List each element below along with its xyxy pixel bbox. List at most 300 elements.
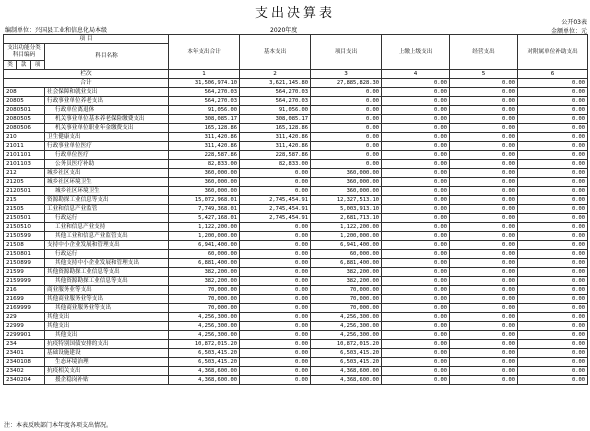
table-row	[4, 142, 588, 151]
row-upper: 0.00	[382, 187, 450, 196]
total-business: 0.00	[450, 79, 518, 88]
row-business: 0.00	[450, 160, 518, 169]
row-business: 0.00	[450, 115, 518, 124]
row-subsidy: 0.00	[518, 205, 588, 214]
row-subject-name: 社会保障和就业支出	[45, 88, 169, 97]
row-subsidy: 0.00	[518, 232, 588, 241]
row-subject-name: 机关事业单位职业年金缴费支出	[45, 124, 169, 133]
row-project: 12,327,513.10	[311, 196, 382, 205]
row-total: 382,200.00	[169, 277, 240, 286]
row-project: 6,941,400.00	[311, 241, 382, 250]
row-subject-name: 援企稳岗补贴	[45, 376, 169, 385]
row-basic: 0.00	[240, 268, 311, 277]
row-total: 360,000.00	[169, 178, 240, 187]
row-project: 4,256,300.00	[311, 322, 382, 331]
table-row	[4, 349, 588, 358]
row-total: 4,256,300.00	[169, 313, 240, 322]
row-code: 2080501	[4, 106, 45, 115]
table-row	[4, 124, 588, 133]
total-label: 合计	[4, 79, 169, 88]
table-row	[4, 340, 588, 349]
row-total: 1,122,200.00	[169, 223, 240, 232]
row-upper: 0.00	[382, 205, 450, 214]
row-basic: 0.00	[240, 376, 311, 385]
table-row	[4, 367, 588, 376]
row-basic: 91,056.00	[240, 106, 311, 115]
row-subsidy: 0.00	[518, 322, 588, 331]
row-project: 360,000.00	[311, 169, 382, 178]
row-code: 208	[4, 88, 45, 97]
row-code: 21505	[4, 205, 45, 214]
row-subsidy: 0.00	[518, 151, 588, 160]
header-business: 经营支出	[450, 35, 518, 70]
row-subject-name: 城乡社区支出	[45, 169, 169, 178]
row-total: 15,072,968.01	[169, 196, 240, 205]
row-code: 2120501	[4, 187, 45, 196]
row-basic: 0.00	[240, 304, 311, 313]
row-business: 0.00	[450, 331, 518, 340]
row-project: 360,000.00	[311, 178, 382, 187]
row-basic: 0.00	[240, 277, 311, 286]
row-subject-name: 行政运行	[45, 214, 169, 223]
preparing-unit: 编制单位：兴国县工业和信息化局本级	[5, 27, 108, 34]
table-row	[4, 115, 588, 124]
table-row	[4, 376, 588, 385]
row-total: 6,503,415.20	[169, 349, 240, 358]
row-upper: 0.00	[382, 232, 450, 241]
row-total: 308,085.17	[169, 115, 240, 124]
row-total: 7,749,368.01	[169, 205, 240, 214]
row-subject-name: 其他商业服务业等支出	[45, 304, 169, 313]
row-project: 0.00	[311, 106, 382, 115]
row-subject-name: 基础设施建设	[45, 349, 169, 358]
row-project: 10,872,015.20	[311, 340, 382, 349]
row-total: 165,128.86	[169, 124, 240, 133]
row-business: 0.00	[450, 259, 518, 268]
row-code: 2150899	[4, 259, 45, 268]
header-total: 本年支出合计	[169, 35, 240, 70]
row-code: 2150801	[4, 250, 45, 259]
row-subject-name: 其他支出	[45, 331, 169, 340]
row-code: 215	[4, 196, 45, 205]
row-upper: 0.00	[382, 313, 450, 322]
header-lei: 类	[4, 61, 17, 70]
row-business: 0.00	[450, 241, 518, 250]
row-business: 0.00	[450, 205, 518, 214]
row-project: 4,256,300.00	[311, 313, 382, 322]
row-project: 382,200.00	[311, 268, 382, 277]
row-upper: 0.00	[382, 268, 450, 277]
row-total: 6,503,415.20	[169, 358, 240, 367]
row-upper: 0.00	[382, 97, 450, 106]
row-upper: 0.00	[382, 169, 450, 178]
row-basic: 0.00	[240, 250, 311, 259]
row-subject-name: 其他支出	[45, 322, 169, 331]
row-total: 60,000.00	[169, 250, 240, 259]
row-subject-name: 抗疫相关支出	[45, 367, 169, 376]
row-upper: 0.00	[382, 250, 450, 259]
row-upper: 0.00	[382, 331, 450, 340]
row-upper: 0.00	[382, 88, 450, 97]
row-business: 0.00	[450, 97, 518, 106]
row-total: 4,256,300.00	[169, 322, 240, 331]
row-basic: 311,420.86	[240, 133, 311, 142]
header-row-columns	[4, 70, 588, 79]
row-total: 70,000.00	[169, 295, 240, 304]
row-code: 2150501	[4, 214, 45, 223]
row-project: 0.00	[311, 97, 382, 106]
row-basic: 0.00	[240, 286, 311, 295]
row-subsidy: 0.00	[518, 349, 588, 358]
row-total: 360,000.00	[169, 187, 240, 196]
row-total: 382,200.00	[169, 268, 240, 277]
table-row	[4, 106, 588, 115]
header-project: 项 目	[4, 35, 169, 44]
row-project: 0.00	[311, 124, 382, 133]
row-basic: 0.00	[240, 169, 311, 178]
row-code: 2150510	[4, 223, 45, 232]
row-subsidy: 0.00	[518, 142, 588, 151]
row-code: 21508	[4, 241, 45, 250]
table-row	[4, 277, 588, 286]
row-code: 21011	[4, 142, 45, 151]
row-upper: 0.00	[382, 340, 450, 349]
row-subsidy: 0.00	[518, 169, 588, 178]
row-business: 0.00	[450, 142, 518, 151]
row-subject-name: 行政单位医疗	[45, 151, 169, 160]
row-code: 2340204	[4, 376, 45, 385]
table-row	[4, 196, 588, 205]
row-code: 2169999	[4, 304, 45, 313]
row-business: 0.00	[450, 304, 518, 313]
row-subject-name: 其他支出	[45, 313, 169, 322]
row-subject-name: 其他资源勘探工业信息等支出	[45, 277, 169, 286]
row-code: 2299901	[4, 331, 45, 340]
row-subsidy: 0.00	[518, 241, 588, 250]
row-project: 6,503,415.20	[311, 358, 382, 367]
row-business: 0.00	[450, 286, 518, 295]
row-subsidy: 0.00	[518, 196, 588, 205]
row-code: 2340108	[4, 358, 45, 367]
table-row	[4, 268, 588, 277]
row-business: 0.00	[450, 367, 518, 376]
row-project: 1,122,200.00	[311, 223, 382, 232]
row-project: 4,256,300.00	[311, 331, 382, 340]
row-business: 0.00	[450, 358, 518, 367]
row-basic: 311,420.86	[240, 142, 311, 151]
row-basic: 308,085.17	[240, 115, 311, 124]
row-subject-name: 抗疫特别国债安排的支出	[45, 340, 169, 349]
row-subsidy: 0.00	[518, 295, 588, 304]
row-project: 70,000.00	[311, 295, 382, 304]
report-year: 2020年度	[270, 27, 298, 34]
row-project: 0.00	[311, 142, 382, 151]
row-subsidy: 0.00	[518, 331, 588, 340]
row-subsidy: 0.00	[518, 178, 588, 187]
header-func-code: 支出功能分类科目编码	[4, 44, 45, 61]
row-upper: 0.00	[382, 241, 450, 250]
row-upper: 0.00	[382, 367, 450, 376]
row-upper: 0.00	[382, 223, 450, 232]
row-subsidy: 0.00	[518, 367, 588, 376]
header-upper: 上缴上级支出	[382, 35, 450, 70]
table-row	[4, 214, 588, 223]
row-code: 23402	[4, 367, 45, 376]
row-business: 0.00	[450, 250, 518, 259]
row-total: 311,420.86	[169, 142, 240, 151]
row-subject-name: 行政单位离退休	[45, 106, 169, 115]
row-basic: 2,745,454.91	[240, 214, 311, 223]
row-subject-name: 公务员医疗补助	[45, 160, 169, 169]
row-code: 216	[4, 286, 45, 295]
header-project-exp: 项目支出	[311, 35, 382, 70]
row-business: 0.00	[450, 106, 518, 115]
row-total: 6,881,400.00	[169, 259, 240, 268]
row-code: 212	[4, 169, 45, 178]
row-project: 360,000.00	[311, 187, 382, 196]
table-row	[4, 304, 588, 313]
row-upper: 0.00	[382, 106, 450, 115]
row-subsidy: 0.00	[518, 286, 588, 295]
col-index-1: 1	[169, 70, 240, 79]
row-code: 229	[4, 313, 45, 322]
row-upper: 0.00	[382, 124, 450, 133]
row-business: 0.00	[450, 133, 518, 142]
row-business: 0.00	[450, 322, 518, 331]
money-unit: 金额单位：元	[550, 28, 587, 35]
row-business: 0.00	[450, 124, 518, 133]
row-basic: 0.00	[240, 331, 311, 340]
row-total: 4,368,600.00	[169, 367, 240, 376]
row-business: 0.00	[450, 214, 518, 223]
row-subject-name: 其他商业服务业等支出	[45, 295, 169, 304]
row-subsidy: 0.00	[518, 160, 588, 169]
row-subject-name: 卫生健康支出	[45, 133, 169, 142]
row-project: 0.00	[311, 160, 382, 169]
table-row	[4, 322, 588, 331]
row-subject-name: 其他资源勘探工业信息等支出	[45, 268, 169, 277]
row-code: 2080506	[4, 124, 45, 133]
row-basic: 0.00	[240, 322, 311, 331]
row-code: 234	[4, 340, 45, 349]
row-project: 0.00	[311, 133, 382, 142]
row-basic: 2,745,454.91	[240, 196, 311, 205]
table-row	[4, 169, 588, 178]
row-subject-name: 生态环境治理	[45, 358, 169, 367]
footnote: 注：本表反映部门本年度各项支出情况。	[4, 422, 113, 429]
row-subsidy: 0.00	[518, 133, 588, 142]
row-subject-name: 其他工业和信息产业监管支出	[45, 232, 169, 241]
form-number: 公开03表	[561, 19, 587, 26]
row-subject-name: 工业和信息产业支持	[45, 223, 169, 232]
row-project: 2,681,713.10	[311, 214, 382, 223]
row-code: 21699	[4, 295, 45, 304]
row-upper: 0.00	[382, 349, 450, 358]
row-basic: 0.00	[240, 358, 311, 367]
row-business: 0.00	[450, 268, 518, 277]
row-total: 91,056.00	[169, 106, 240, 115]
row-business: 0.00	[450, 232, 518, 241]
row-business: 0.00	[450, 88, 518, 97]
row-code: 23401	[4, 349, 45, 358]
row-code: 21599	[4, 268, 45, 277]
row-upper: 0.00	[382, 151, 450, 160]
row-total: 564,270.03	[169, 88, 240, 97]
row-project: 6,881,400.00	[311, 259, 382, 268]
header-lanci: 栏次	[4, 70, 169, 79]
row-upper: 0.00	[382, 322, 450, 331]
table-row	[4, 223, 588, 232]
row-upper: 0.00	[382, 196, 450, 205]
row-total: 228,587.86	[169, 151, 240, 160]
row-business: 0.00	[450, 313, 518, 322]
col-index-4: 4	[382, 70, 450, 79]
row-business: 0.00	[450, 187, 518, 196]
table-row	[4, 205, 588, 214]
col-index-3: 3	[311, 70, 382, 79]
row-basic: 82,833.00	[240, 160, 311, 169]
row-basic: 228,587.86	[240, 151, 311, 160]
row-upper: 0.00	[382, 376, 450, 385]
row-business: 0.00	[450, 151, 518, 160]
row-subsidy: 0.00	[518, 124, 588, 133]
row-upper: 0.00	[382, 178, 450, 187]
row-subsidy: 0.00	[518, 304, 588, 313]
table-row	[4, 286, 588, 295]
row-upper: 0.00	[382, 142, 450, 151]
table-row	[4, 241, 588, 250]
table-row	[4, 259, 588, 268]
row-upper: 0.00	[382, 295, 450, 304]
row-subsidy: 0.00	[518, 115, 588, 124]
row-total: 10,872,015.20	[169, 340, 240, 349]
row-business: 0.00	[450, 223, 518, 232]
row-subject-name: 城乡社区环境卫生	[45, 178, 169, 187]
row-business: 0.00	[450, 376, 518, 385]
row-code: 210	[4, 133, 45, 142]
row-subsidy: 0.00	[518, 358, 588, 367]
table-row	[4, 97, 588, 106]
table-row	[4, 331, 588, 340]
row-business: 0.00	[450, 349, 518, 358]
row-basic: 0.00	[240, 187, 311, 196]
table-row	[4, 178, 588, 187]
row-project: 0.00	[311, 115, 382, 124]
header-basic: 基本支出	[240, 35, 311, 70]
row-subsidy: 0.00	[518, 259, 588, 268]
row-project: 70,000.00	[311, 304, 382, 313]
row-business: 0.00	[450, 178, 518, 187]
row-total: 360,000.00	[169, 169, 240, 178]
row-basic: 0.00	[240, 223, 311, 232]
row-total: 1,200,000.00	[169, 232, 240, 241]
row-total: 4,256,300.00	[169, 331, 240, 340]
row-subject-name: 工业和信息产业监管	[45, 205, 169, 214]
row-project: 0.00	[311, 151, 382, 160]
row-project: 0.00	[311, 88, 382, 97]
row-total: 564,270.03	[169, 97, 240, 106]
row-basic: 0.00	[240, 340, 311, 349]
row-business: 0.00	[450, 295, 518, 304]
row-subsidy: 0.00	[518, 268, 588, 277]
row-business: 0.00	[450, 196, 518, 205]
row-basic: 0.00	[240, 241, 311, 250]
row-basic: 564,270.03	[240, 88, 311, 97]
header-subsidy: 对附属单位补助支出	[518, 35, 588, 70]
table-row	[4, 295, 588, 304]
row-subsidy: 0.00	[518, 250, 588, 259]
row-total: 70,000.00	[169, 286, 240, 295]
header-row-project	[4, 35, 588, 44]
row-subject-name: 机关事业单位基本养老保险缴费支出	[45, 115, 169, 124]
row-total: 311,420.86	[169, 133, 240, 142]
total-row	[4, 79, 588, 88]
row-total: 5,427,168.01	[169, 214, 240, 223]
row-project: 382,200.00	[311, 277, 382, 286]
row-project: 5,003,913.10	[311, 205, 382, 214]
total-project: 27,885,828.30	[311, 79, 382, 88]
row-upper: 0.00	[382, 277, 450, 286]
total-upper: 0.00	[382, 79, 450, 88]
row-upper: 0.00	[382, 115, 450, 124]
row-project: 4,368,600.00	[311, 367, 382, 376]
row-basic: 0.00	[240, 178, 311, 187]
row-project: 70,000.00	[311, 286, 382, 295]
row-subsidy: 0.00	[518, 313, 588, 322]
col-index-5: 5	[450, 70, 518, 79]
row-code: 21205	[4, 178, 45, 187]
col-index-2: 2	[240, 70, 311, 79]
row-basic: 165,128.86	[240, 124, 311, 133]
table-row	[4, 151, 588, 160]
row-subject-name: 行政运行	[45, 250, 169, 259]
col-index-6: 6	[518, 70, 588, 79]
total-total: 31,506,974.10	[169, 79, 240, 88]
row-basic: 0.00	[240, 259, 311, 268]
table-row	[4, 232, 588, 241]
header-kuan: 款	[17, 61, 31, 70]
row-code: 2080505	[4, 115, 45, 124]
row-upper: 0.00	[382, 160, 450, 169]
total-subsidy: 0.00	[518, 79, 588, 88]
row-subsidy: 0.00	[518, 97, 588, 106]
table-row	[4, 313, 588, 322]
row-upper: 0.00	[382, 358, 450, 367]
total-basic: 3,621,145.80	[240, 79, 311, 88]
row-project: 6,503,415.20	[311, 349, 382, 358]
row-total: 4,368,600.00	[169, 376, 240, 385]
row-basic: 0.00	[240, 232, 311, 241]
header-subject-name: 科目名称	[45, 44, 169, 70]
header-xiang: 项	[31, 61, 45, 70]
row-total: 82,833.00	[169, 160, 240, 169]
row-project: 4,368,600.00	[311, 376, 382, 385]
row-code: 2101103	[4, 160, 45, 169]
row-subsidy: 0.00	[518, 223, 588, 232]
row-code: 20805	[4, 97, 45, 106]
row-subject-name: 其他支持中小企业发展和管理支出	[45, 259, 169, 268]
row-upper: 0.00	[382, 304, 450, 313]
row-total: 6,941,400.00	[169, 241, 240, 250]
row-upper: 0.00	[382, 133, 450, 142]
row-subject-name: 资源勘探工业信息等支出	[45, 196, 169, 205]
row-basic: 0.00	[240, 367, 311, 376]
row-subject-name: 城乡社区环境卫生	[45, 187, 169, 196]
row-project: 1,200,000.00	[311, 232, 382, 241]
row-business: 0.00	[450, 340, 518, 349]
row-upper: 0.00	[382, 259, 450, 268]
row-subsidy: 0.00	[518, 340, 588, 349]
